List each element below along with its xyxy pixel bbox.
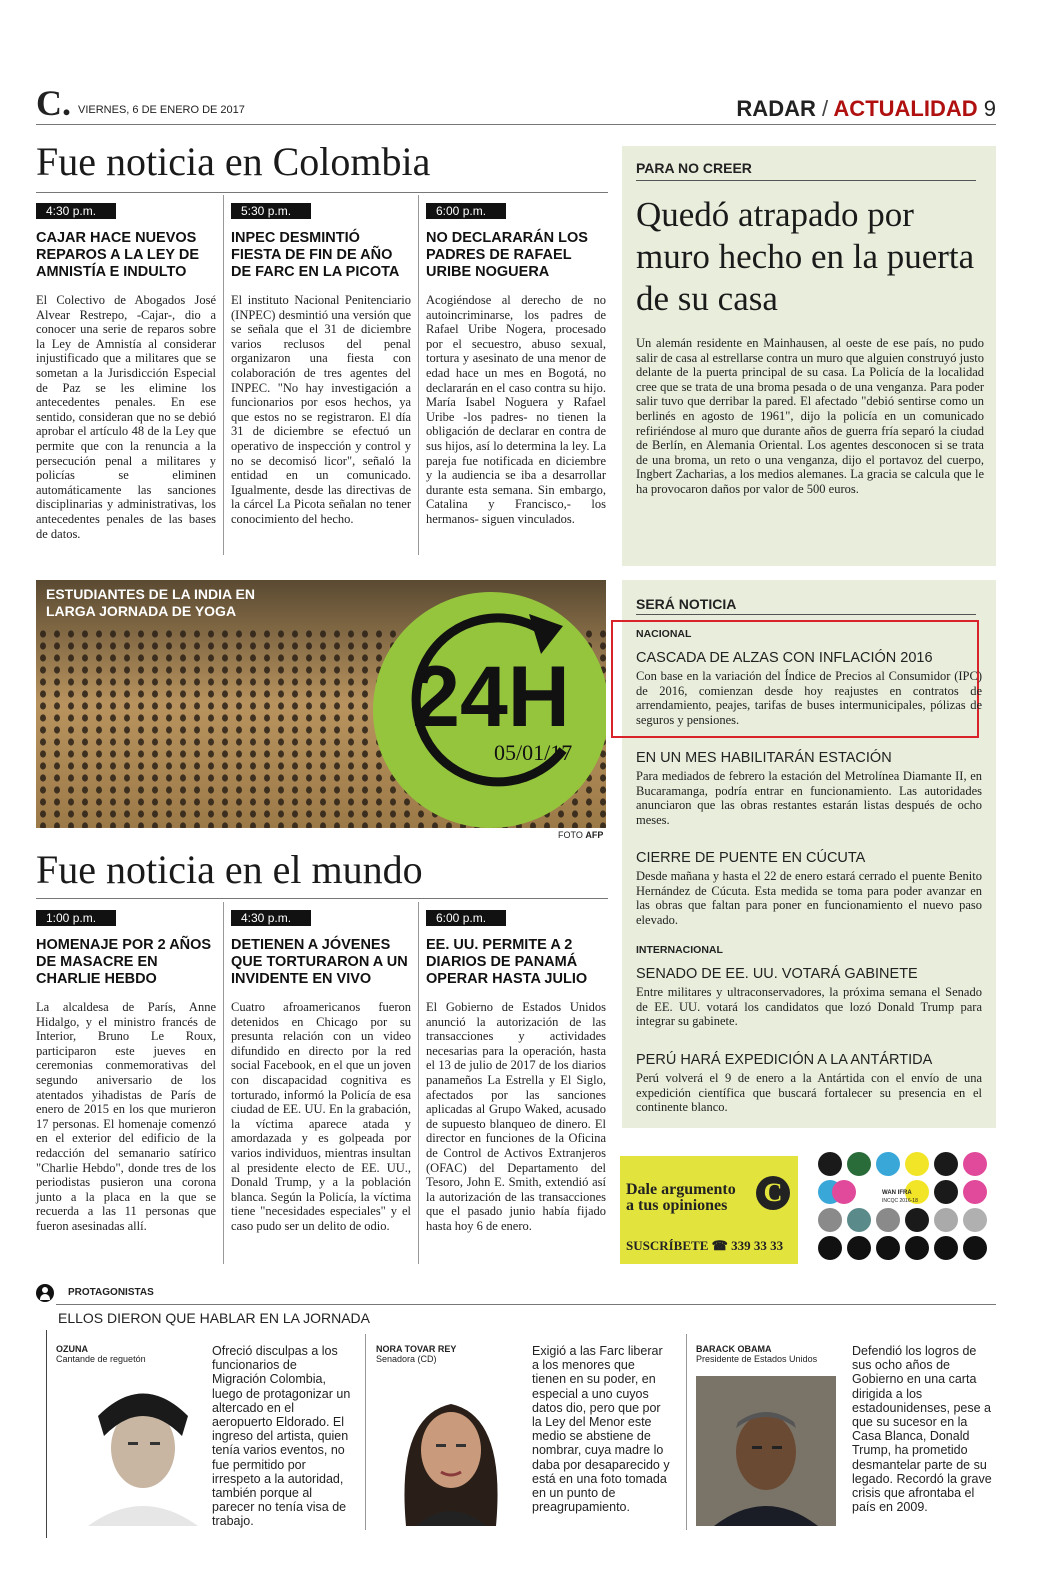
refresh-arrow-icon <box>391 600 591 800</box>
photo-credit <box>558 830 603 840</box>
photo-credit-agency: AFP <box>585 830 604 840</box>
colombia-story-2 <box>231 202 411 527</box>
color-swatch <box>905 1236 929 1260</box>
ad-line-1: Dale argumento <box>626 1181 736 1198</box>
color-swatch <box>963 1180 987 1204</box>
color-swatch <box>934 1152 958 1176</box>
color-swatch <box>934 1180 958 1204</box>
protagonista-role: Cantande de reguetón <box>56 1354 146 1364</box>
color-swatch <box>818 1152 842 1176</box>
story-time: 1:00 p.m. <box>36 910 116 926</box>
protagonista-name: NORA TOVAR REY <box>376 1344 457 1354</box>
story-headline: EE. UU. PERMITE A 2 DIARIOS DE PANAMÁ OPERAR HASTA JULIO <box>426 937 588 987</box>
story-time: 5:30 p.m. <box>231 203 311 219</box>
section-name: RADAR <box>736 96 816 121</box>
item-headline: SENADO DE EE. UU. VOTARÁ GABINETE <box>636 966 918 982</box>
color-registration-block <box>818 1152 996 1264</box>
sera-noticia-box <box>622 580 996 1128</box>
color-swatch <box>934 1208 958 1232</box>
ad-cta <box>626 1238 783 1254</box>
item-headline: CASCADA DE ALZAS CON INFLACIÓN 2016 <box>636 650 933 666</box>
color-swatch <box>832 1180 856 1204</box>
column-divider <box>418 195 419 555</box>
sera-noticia-item-3 <box>636 850 982 927</box>
colombia-title: Fue noticia en Colombia <box>36 139 431 184</box>
story-time: 4:30 p.m. <box>231 910 311 926</box>
sera-noticia-item-4 <box>636 966 982 1029</box>
protagonista-3 <box>696 1344 996 1534</box>
yoga-photo <box>36 580 606 828</box>
item-body: Perú volverá el 9 de enero a la Antártida con el envío de una expedición científica que buscará fortalecer su presencia en el continente blanco. <box>636 1071 982 1115</box>
sera-noticia-item-2 <box>636 750 982 827</box>
protagonista-role: Senadora (CD) <box>376 1354 437 1364</box>
story-body: El Gobierno de Estados Unidos anunció la autorización de las transacciones y actividades necesarias para la operación, hasta el 13 de julio de 2017 de los diarios panameños La Estrella y El Siglo, afectados por las sanciones aplicadas al Grupo Waked, acusado de supuesto blanqueo de dinero. El director en funciones de la Oficina de Control de Activos Extranjeros (OFAC) del Departamento del Tesoro, John E. Smith, extendió así la autorización de las transacciones que el pasado junio había fijado hasta hoy 6 de enero. <box>426 1000 606 1233</box>
subscription-ad[interactable] <box>620 1156 798 1264</box>
protagonistas-left-bar <box>46 1330 47 1538</box>
para-no-creer-body: Un alemán residente en Mainhausen, al oeste de ese país, no pudo salir de casa al estrellarse contra un muro que alguien construyó justo delante de la puerta principal de su casa. La Policía de la localidad cree que se trata de una broma pesada o de una venganza. Para poder salir tuvo que derribar la pared. El afectado "debió sentirse como un berlinés en agosto de 1961", dijo la policía en un comunicado refiriéndose al muro que durante años de guerra fría separó la ciudad de Berlín, en Alemania Oriental. Los agentes desconocen si se trata de una broma, un reto o una venganza, dijo el portavoz del cuerpo, Ingbert Zacharias, a los medios alemanes. La gracia se calcula que le ha provocaron daños por valor de 500 euros. <box>636 336 984 496</box>
person-icon <box>36 1284 54 1302</box>
color-swatch <box>876 1152 900 1176</box>
mundo-story-3 <box>426 909 606 1234</box>
newspaper-logo: C. <box>36 83 71 123</box>
header-rule <box>36 124 996 125</box>
item-body: Entre militares y ultraconservadores, la próxima semana el Senado de EE. UU. votará los candidatos que lozó Donald Trump para integrar su gabinete. <box>636 985 982 1029</box>
sera-noticia-item-5 <box>636 1052 982 1115</box>
protagonista-photo <box>78 1376 208 1526</box>
issue-date: VIERNES, 6 DE ENERO DE 2017 <box>78 104 245 116</box>
column-divider <box>686 1334 687 1530</box>
protagonista-name: BARACK OBAMA <box>696 1344 772 1354</box>
protagonista-name: OZUNA <box>56 1344 88 1354</box>
c-logo-icon: C <box>756 1176 790 1210</box>
protagonista-2 <box>376 1344 676 1534</box>
colombia-story-3 <box>426 202 606 527</box>
protagonista-photo <box>696 1376 836 1526</box>
kicker-rule <box>636 180 976 181</box>
protagonista-text: Defendió los logros de sus ocho años de Gobierno en una carta dirigida a los estadounidenses, pese a que su sucesor en la Casa Blanca, Donald Trump, ha prometido desmantelar parte de su legado. Recordó la grave crisis que afrontaba el país en 2009. <box>852 1344 992 1515</box>
color-swatch <box>818 1208 842 1232</box>
protagonista-1 <box>56 1344 356 1534</box>
subsection-name: ACTUALIDAD <box>833 96 978 121</box>
column-divider <box>365 1334 366 1530</box>
section-separator: / <box>822 96 829 121</box>
color-swatch <box>818 1236 842 1260</box>
color-swatch <box>876 1208 900 1232</box>
tag-nacional: NACIONAL <box>636 628 692 640</box>
page-number: 9 <box>983 96 996 121</box>
color-swatch <box>847 1208 871 1232</box>
color-swatch <box>847 1152 871 1176</box>
story-time: 6:00 p.m. <box>426 203 506 219</box>
item-headline: CIERRE DE PUENTE EN CÚCUTA <box>636 850 866 866</box>
story-headline: NO DECLARARÁN LOS PADRES DE RAFAEL URIBE NOGUERA <box>426 230 588 280</box>
mundo-rule <box>36 898 608 899</box>
item-body: Desde mañana y hasta el 22 de enero estará cerrado el puente Benito Hernández de Cúcuta. Esta medida se toma para poder avanzar en las obras que faltan para poner en funcionamiento el nuevo paso elevado. <box>636 869 982 927</box>
para-no-creer-kicker: PARA NO CREER <box>636 160 752 176</box>
protagonistas-kicker: PROTAGONISTAS <box>68 1287 154 1298</box>
24h-badge: 24H <box>412 649 570 745</box>
color-swatch <box>963 1152 987 1176</box>
color-swatch <box>934 1236 958 1260</box>
sera-noticia-kicker: SERÁ NOTICIA <box>636 596 737 612</box>
colombia-story-1 <box>36 202 216 541</box>
ad-phone: ☎ 339 33 33 <box>711 1238 784 1253</box>
tag-internacional: INTERNACIONAL <box>636 944 723 956</box>
column-divider <box>223 195 224 555</box>
story-body: Acogiéndose al derecho de no autoincriminarse, los padres de Rafael Uribe Nogera, procesado por el secuestro, abuso sexual, tortura y asesinato de una menor de edad hace un mes en Bogotá, no declararán en el caso contra su hijo. María Isabel Noguera y Rafael Uribe -los padres- no tienen la obligación de declarar en contra de sus hijos, así lo determina la ley. La pareja fue notificada en diciembre y la audiencia se iba a desarrollar durante esta semana. Sin embargo, Catalina y Francisco,- los hermanos- siguen vinculados. <box>426 293 606 526</box>
para-no-creer-box <box>622 146 996 566</box>
mundo-story-2 <box>231 909 411 1234</box>
sera-noticia-item-1 <box>636 650 982 727</box>
color-swatches <box>818 1152 996 1264</box>
colombia-rule <box>36 192 608 193</box>
item-body: Para mediados de febrero la estación del Metrolínea Diamante II, en Bucaramanga, podría entrar en funcionamiento. Las autoridades anunciaron que las obras restantes estarán listas después de ocho meses. <box>636 769 982 827</box>
section-header <box>736 96 996 122</box>
color-swatch <box>905 1152 929 1176</box>
mundo-story-1 <box>36 909 216 1234</box>
photo-caption: ESTUDIANTES DE LA INDIA EN LARGA JORNADA DE YOGA <box>46 586 255 619</box>
story-body: La alcaldesa de París, Anne Hidalgo, y el ministro francés de Interior, Bruno Le Roux, participaron este jueves en ceremonias conmemorativas del segundo aniversario de los atentados yihadistas de París de enero de 2015 en los que murieron 17 personas. El homenaje comenzó en el exterior del edificio de la redacción del semanario satírico "Charlie Hebdo", donde tres de los periodistas pusieron una corona junto a la placa en la que se recuerda a las 11 personas que fueron asesinadas allí. <box>36 1000 216 1233</box>
protagonistas-subtitle: ELLOS DIERON QUE HABLAR EN LA JORNADA <box>58 1310 370 1326</box>
color-swatch <box>963 1208 987 1232</box>
protagonista-photo <box>386 1376 516 1526</box>
mundo-title: Fue noticia en el mundo <box>36 847 423 892</box>
kicker-rule <box>636 614 976 615</box>
color-swatch <box>876 1236 900 1260</box>
photo-credit-label: FOTO <box>558 830 583 840</box>
story-time: 6:00 p.m. <box>426 910 506 926</box>
item-body: Con base en la variación del Índice de Precios al Consumidor (IPC) de 2016, comienzan desde hoy reajustes en contratos de arrendamiento, peajes, tarifas de buses intermunicipales, pólizas de seguros y pensiones. <box>636 669 982 727</box>
story-body: El Colectivo de Abogados José Alvear Restrepo, -Cajar-, dio a conocer una serie de reparos sobre la Ley de Amnistía al considerar injustificado que a militares que se sometan a la Jurisdicción Especial de Paz se les elimine los antecedentes penales. En ese sentido, consideran que no se debió aprobar el artículo 48 de la Ley que permite que con la renuncia a la persecución penal a militares y policías se eliminen automáticamente las sanciones disciplinarias y administrativas, los antecedentes penales de las bases de datos. <box>36 293 216 541</box>
item-headline: PERÚ HARÁ EXPEDICIÓN A LA ANTÁRTIDA <box>636 1052 933 1068</box>
protagonistas-rule <box>56 1304 996 1305</box>
color-swatch <box>905 1208 929 1232</box>
protagonista-text: Ofreció disculpas a los funcionarios de Migración Colombia, luego de protagonizar un altercado en el aeropuerto Eldorado. El ingreso del artista, quien tenía varios eventos, no fue permitido por irrespeto a la autoridad, también porque al parecer no tenía visa de trabajo. <box>212 1344 351 1529</box>
wan-ifra-sub: INCQC 2016-18 <box>882 1198 918 1204</box>
story-time: 4:30 p.m. <box>36 203 116 219</box>
story-headline: HOMENAJE POR 2 AÑOS DE MASACRE EN CHARLIE HEBDO <box>36 937 212 987</box>
story-headline: INPEC DESMINTIÓ FIESTA DE FIN DE AÑO DE FARC EN LA PICOTA <box>231 230 400 280</box>
ad-cta-label: SUSCRÍBETE <box>626 1238 709 1253</box>
24h-date: 05/01/17 <box>494 740 573 765</box>
item-headline: EN UN MES HABILITARÁN ESTACIÓN <box>636 750 892 766</box>
protagonista-role: Presidente de Estados Unidos <box>696 1354 818 1364</box>
wan-ifra-label: WAN IFRA <box>882 1190 912 1196</box>
protagonista-text: Exigió a las Farc liberar a los menores que tienen en su poder, en especial a uno cuyos datos dio, pero que por la Ley del Menor este medio se abstiene de nombrar, cuya madre lo daba por desaparecido y está en una foto tomada en un punto de preagrupamiento. <box>532 1344 670 1515</box>
column-divider <box>223 902 224 1264</box>
ad-tagline <box>626 1182 736 1214</box>
color-swatch <box>847 1236 871 1260</box>
color-swatch <box>963 1236 987 1260</box>
ad-line-2: a tus opiniones <box>626 1197 728 1214</box>
column-divider <box>418 902 419 1264</box>
story-headline: DETIENEN A JÓVENES QUE TORTURARON A UN INVIDENTE EN VIVO <box>231 937 408 987</box>
story-headline: CAJAR HACE NUEVOS REPAROS A LA LEY DE AMNISTÍA E INDULTO <box>36 230 200 280</box>
story-body: Cuatro afroamericanos fueron detenidos en Chicago por su presunta relación con un video difundido en directo por la red social Facebook, en el que un joven con discapacidad cognitiva es torturado, informó la Policía de esa ciudad de EE. UU. En la grabación, la víctima aparece atada y amordazada y es golpeada por varios individuos, mientras insultan al presidente electo de EE. UU., Donald Trump, y a la población blanca. Según la Policía, la víctima tiene "necesidades especiales" y el caso pudo ser un delito de odio. <box>231 1000 411 1233</box>
story-body: El instituto Nacional Penitenciario (INPEC) desmintió una versión que se señala que el 31 de diciembre varios reclusos del penal organizaron una fiesta con colaboración de tres agentes del INPEC. "No hay investigación a funcionarios por esos hechos, ya que estos no se registraron. El día 31 de diciembre se efectuó un operativo de inspección y control y no se decomisó licor", señaló la entidad en un comunicado. Igualmente, desde las directivas de la cárcel La Picota señalan no tener conocimiento del hecho. <box>231 293 411 526</box>
para-no-creer-headline: Quedó atrapado por muro hecho en la puerta de su casa <box>636 195 975 318</box>
